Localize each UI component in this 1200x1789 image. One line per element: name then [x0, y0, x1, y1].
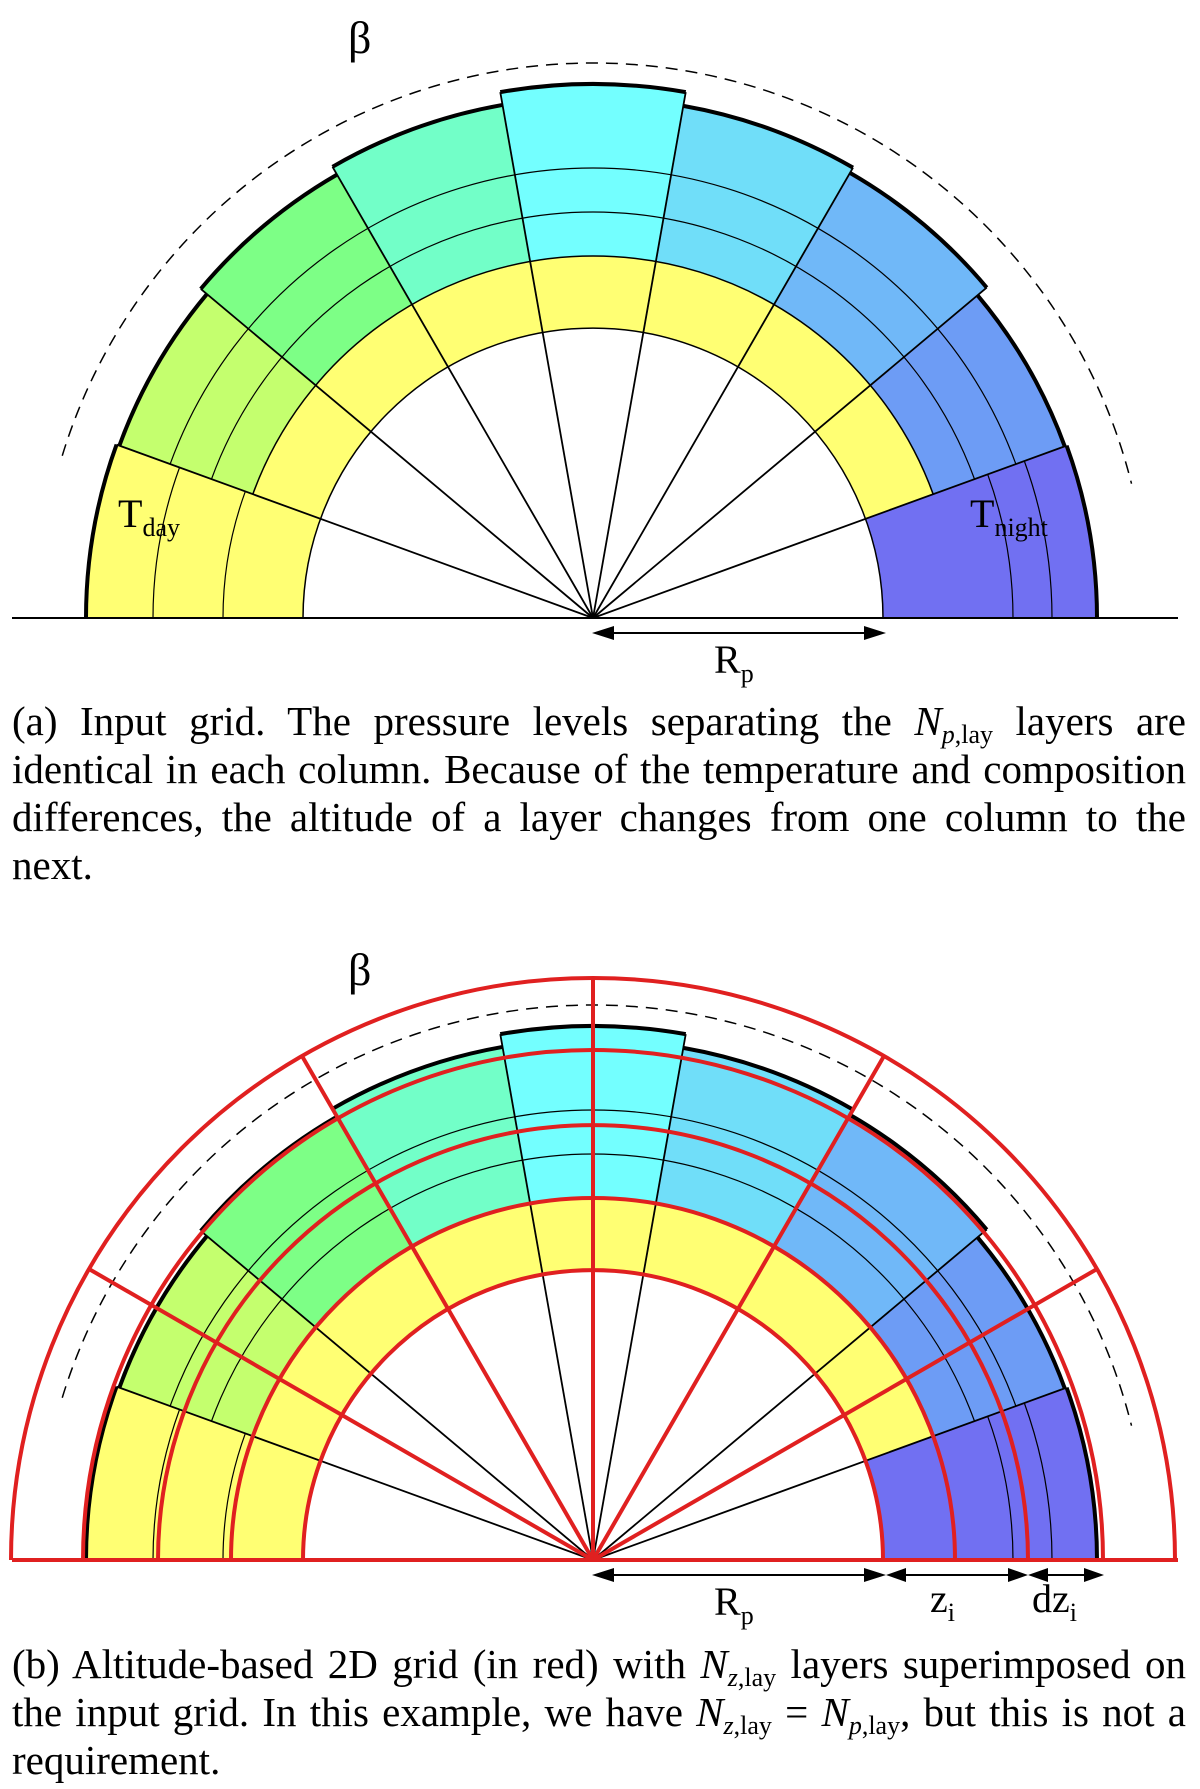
- zi-label: $z_i$: [930, 1576, 955, 1627]
- t-day-label: $T_{day}$: [118, 491, 180, 542]
- dzi-label: $dz_i$: [1032, 1576, 1077, 1627]
- caption-b: (b) Altitude-based 2D grid (in red) with $N_{z,lay}$ layers superimposed on the input grid. In this example, we have $N_{z,lay} = N_{p,lay}$, but this is not a requirement.: [12, 1641, 1187, 1783]
- beta-label-b: β: [348, 944, 372, 995]
- rp-label-a: $R_p$: [714, 637, 754, 688]
- rp-label-b: $R_p$: [714, 1579, 754, 1630]
- t-night-label: $T_{night}$: [970, 491, 1048, 542]
- zi-arrow: [886, 1568, 1028, 1582]
- inner-layer-5: [530, 256, 656, 332]
- beta-label-a: β: [348, 12, 372, 63]
- caption-a: (a) Input grid. The pressure levels separating the $N_{p,lay}$ layers are identical in each column. Because of the temperature and composition differences, the altitude of a layer changes from one column to the next.: [12, 698, 1186, 888]
- panel-b-diagram: [11, 978, 1178, 1560]
